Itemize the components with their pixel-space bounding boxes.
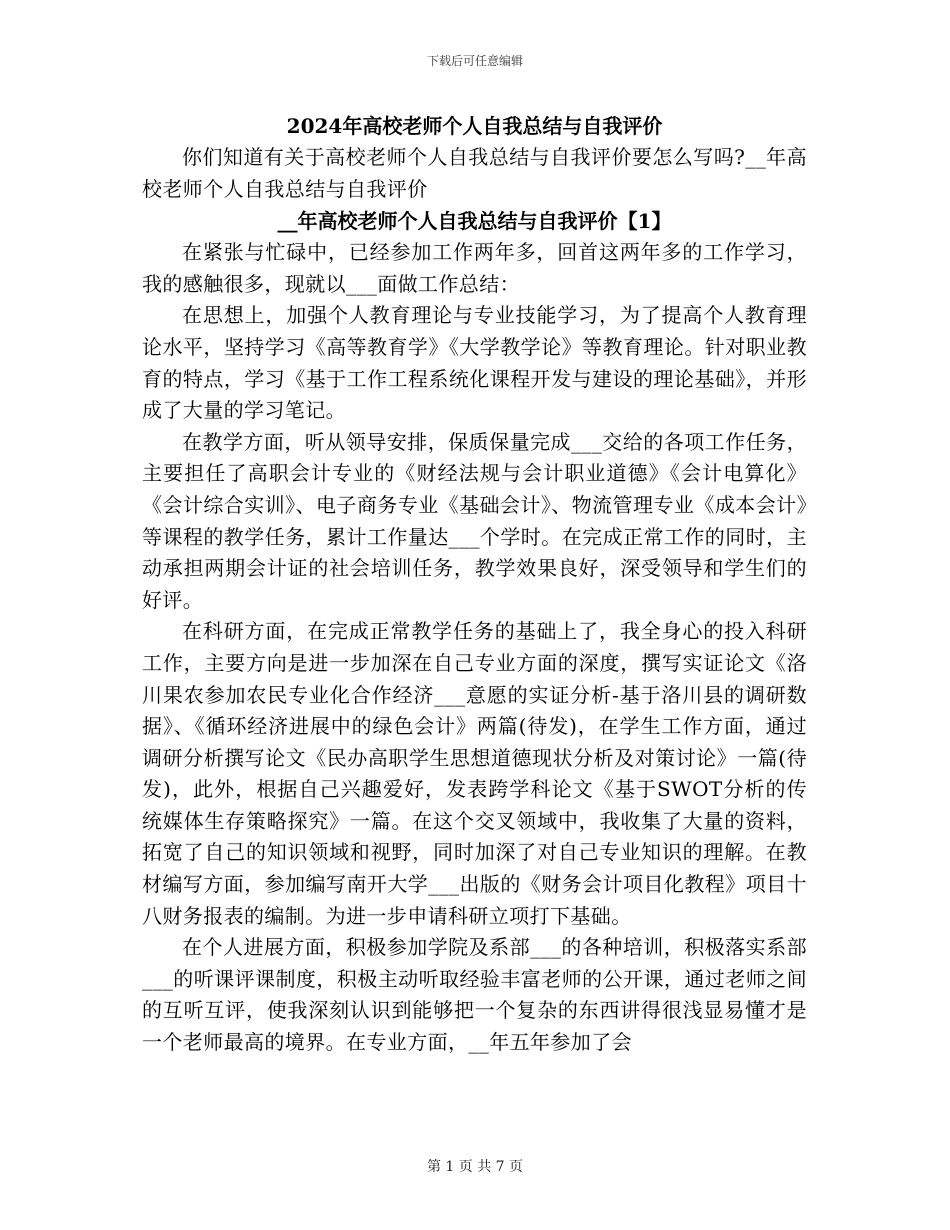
page-header-note: 下载后可任意编辑 [426, 54, 523, 68]
intro-paragraph: 你们知道有关于高校老师个人自我总结与自我评价要怎么写吗?__年高校老师个人自我总结与自我评价 [142, 145, 807, 201]
body-paragraph-4: 在科研方面，在完成正常教学任务的基础上了，我全身心的投入科研工作，主要方向是进一步加深在自己专业方面的深度，撰写实证论文《洛川果农参加农民专业化合作经济___意愿的实证分析-基于洛川县的调研数据》、《循环经济进展中的绿色会计》两篇(待发)，在学生工作方面，通过调研分析撰写论文《民办高职学生思想道德现状分析及对策讨论》一篇(待发)，此外，根据自己兴趣爱好，发表跨学科论文《基于SWOT分析的传统媒体生存策略探究》一篇。在这个交叉领域中，我收集了大量的资料，拓宽了自己的知识领域和视野，同时加深了对自己专业知识的理解。在教材编写方面，参加编写南开大学___出版的《财务会计项目化教程》项目十八财务报表的编制。为进一步申请科研立项打下基础。 [142, 619, 807, 928]
body-paragraph-2: 在思想上，加强个人教育理论与专业技能学习，为了提高个人教育理论水平，坚持学习《高等教育学》《大学教学论》等教育理论。针对职业教育的特点，学习《基于工作工程系统化课程开发与建设的理论基础》，并形成了大量的学习笔记。 [142, 303, 807, 423]
section-title: __年高校老师个人自我总结与自我评价【1】 [277, 209, 672, 234]
document-body [142, 110, 807, 1059]
body-paragraph-1: 在紧张与忙碌中，已经参加工作两年多，回首这两年多的工作学习，我的感触很多，现就以___面做工作总结： [142, 240, 807, 296]
document-title: 2024年高校老师个人自我总结与自我评价 [286, 114, 663, 138]
body-paragraph-3: 在教学方面，听从领导安排，保质保量完成___交给的各项工作任务，主要担任了高职会计专业的《财经法规与会计职业道德》《会计电算化》《会计综合实训》、电子商务专业《基础会计》、物流管理专业《成本会计》等课程的教学任务，累计工作量达___个学时。在完成正常工作的同时，主动承担两期会计证的社会培训任务，教学效果良好，深受领导和学生们的好评。 [142, 429, 807, 612]
body-paragraph-5: 在个人进展方面，积极参加学院及系部___的各种培训，积极落实系部___的听课评课制度，积极主动听取经验丰富老师的公开课，通过老师之间的互听互评，使我深刻认识到能够把一个复杂的东西讲得很浅显易懂才是一个老师最高的境界。在专业方面，__年五年参加了会 [142, 935, 807, 1055]
page-number: 第 1 页 共 7 页 [426, 1159, 524, 1175]
